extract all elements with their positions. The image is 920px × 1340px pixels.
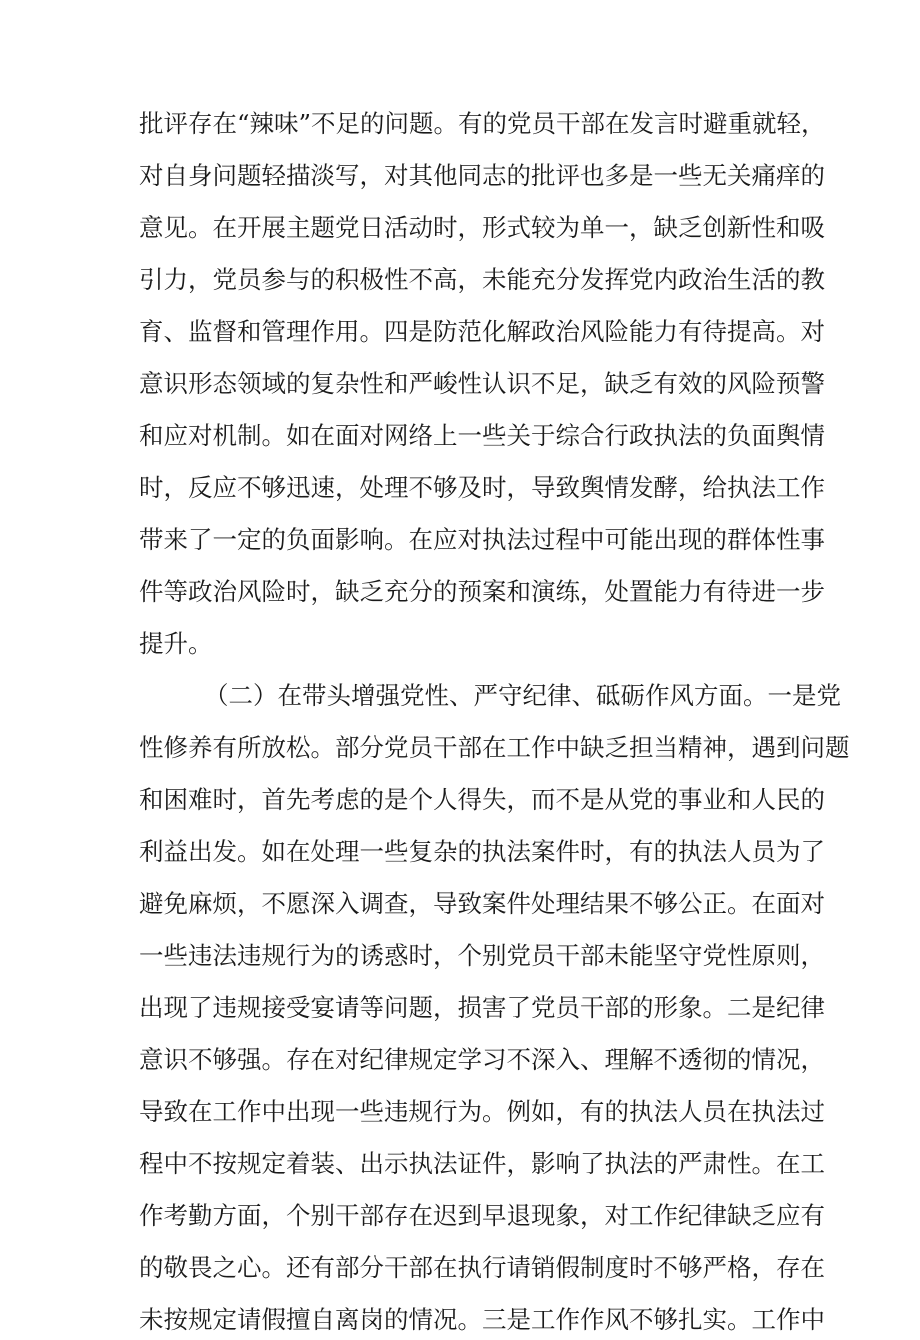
text-line: 意识形态领域的复杂性和严峻性认识不足，缺乏有效的风险预警 — [139, 369, 825, 398]
text-line: 性修养有所放松。部分党员干部在工作中缺乏担当精神，遇到问题 — [139, 733, 850, 762]
text-line: 对自身问题轻描淡写，对其他同志的批评也多是一些无关痛痒的 — [139, 161, 825, 190]
text-line: 引力，党员参与的积极性不高，未能充分发挥党内政治生活的教 — [139, 265, 825, 294]
text-line: 提升。 — [139, 629, 213, 658]
text-line: 导致在工作中出现一些违规行为。例如，有的执法人员在执法过 — [139, 1097, 825, 1126]
text-line: 一些违法违规行为的诱惑时，个别党员干部未能坚守党性原则， — [139, 941, 825, 970]
text-line: 出现了违规接受宴请等问题，损害了党员干部的形象。二是纪律 — [139, 993, 825, 1022]
text-line: 未按规定请假擅自离岗的情况。三是工作作风不够扎实。工作中 — [139, 1305, 825, 1334]
text-line: 意识不够强。存在对纪律规定学习不深入、理解不透彻的情况， — [139, 1045, 825, 1074]
text-line: 带来了一定的负面影响。在应对执法过程中可能出现的群体性事 — [139, 525, 825, 554]
text-line: 利益出发。如在处理一些复杂的执法案件时，有的执法人员为了 — [139, 837, 825, 866]
text-line: 和困难时，首先考虑的是个人得失，而不是从党的事业和人民的 — [139, 785, 825, 814]
text-line: 程中不按规定着装、出示执法证件，影响了执法的严肃性。在工 — [139, 1149, 825, 1178]
text-line: 件等政治风险时，缺乏充分的预案和演练，处置能力有待进一步 — [139, 577, 825, 606]
text-line: 和应对机制。如在面对网络上一些关于综合行政执法的负面舆情 — [139, 421, 825, 450]
section-heading-line: （二）在带头增强党性、严守纪律、砥砺作风方面。一是党 — [204, 681, 841, 710]
text-line: 避免麻烦，不愿深入调查，导致案件处理结果不够公正。在面对 — [139, 889, 825, 918]
text-line: 时，反应不够迅速，处理不够及时，导致舆情发酵，给执法工作 — [139, 473, 825, 502]
text-line: 的敬畏之心。还有部分干部在执行请销假制度时不够严格，存在 — [139, 1253, 825, 1282]
text-line: 意见。在开展主题党日活动时，形式较为单一，缺乏创新性和吸 — [139, 213, 825, 242]
text-line: 批评存在“辣味”不足的问题。有的党员干部在发言时避重就轻， — [139, 109, 826, 138]
text-line: 育、监督和管理作用。四是防范化解政治风险能力有待提高。对 — [139, 317, 825, 346]
text-line: 作考勤方面，个别干部存在迟到早退现象，对工作纪律缺乏应有 — [139, 1201, 825, 1230]
